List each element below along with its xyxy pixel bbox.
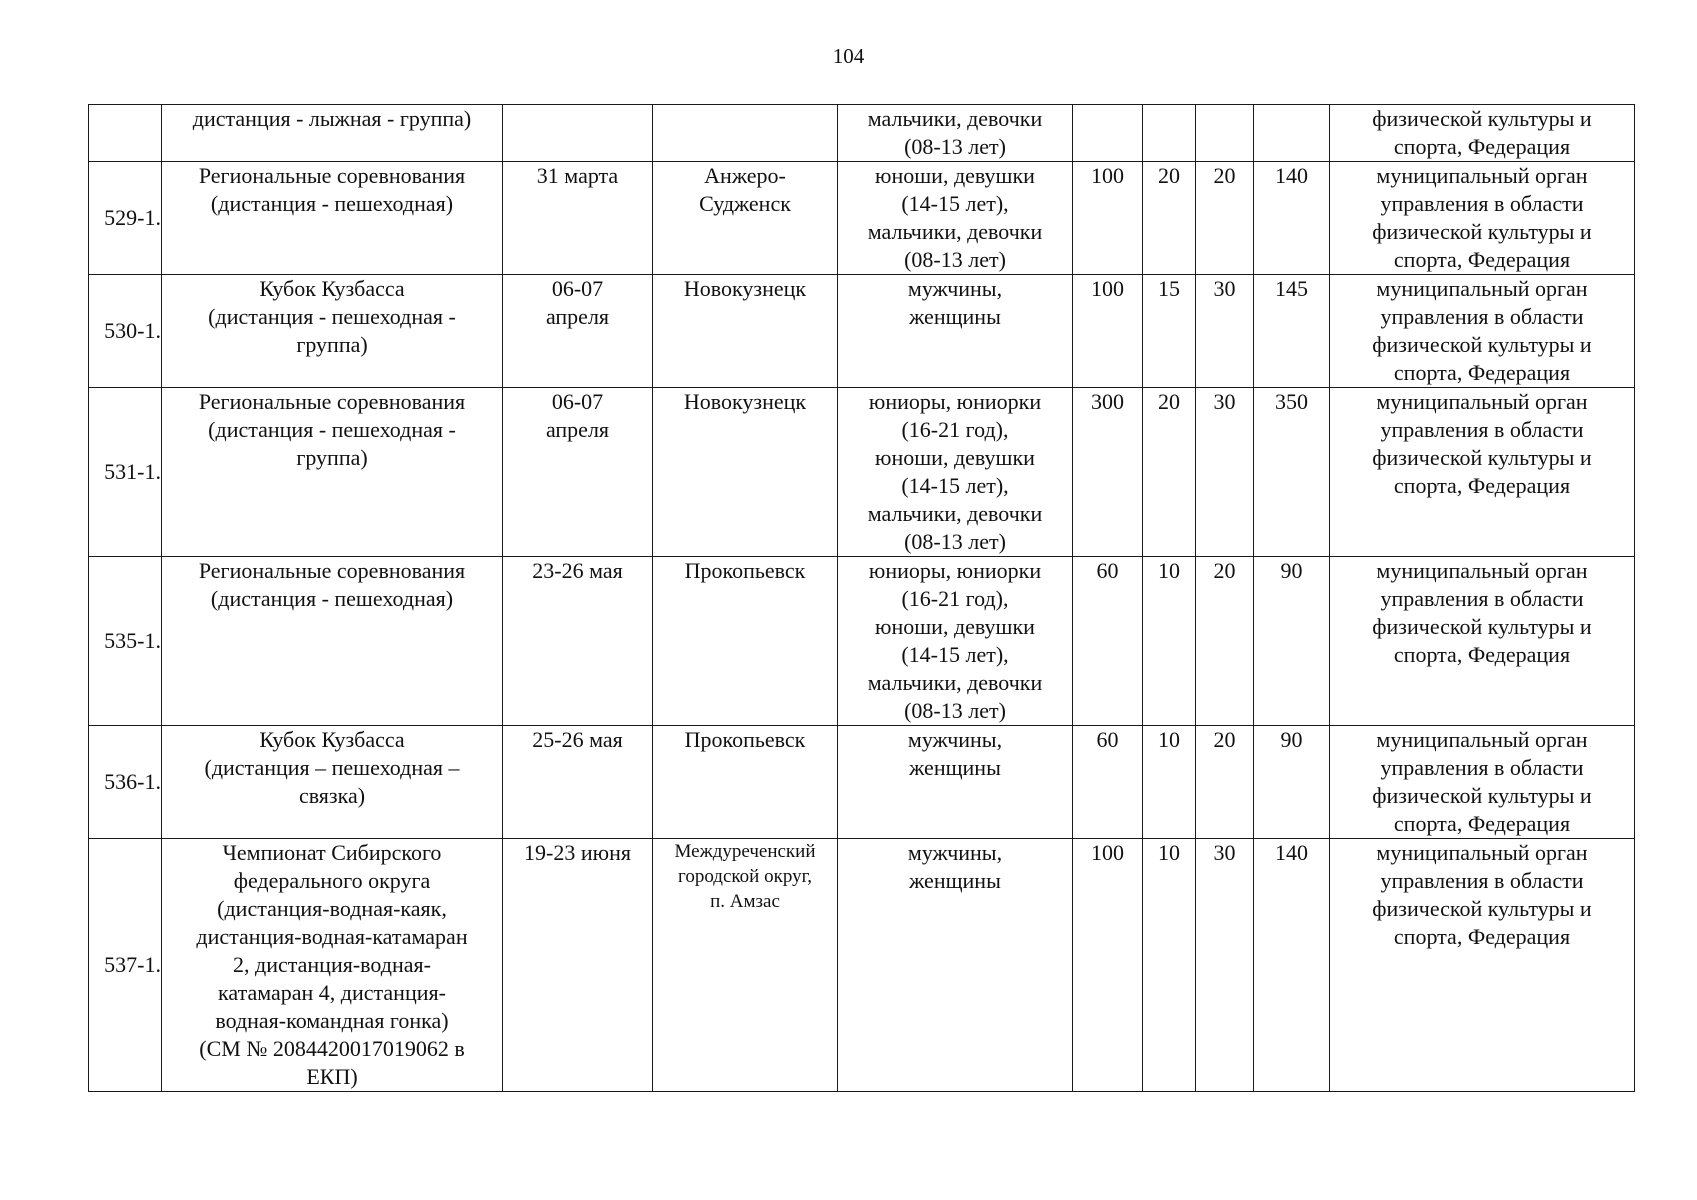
organizer-cell: муниципальный орган управления в области физической культуры и спорта, Федерация (1330, 275, 1635, 388)
event-number-cell (89, 557, 162, 726)
event-name-cell: Кубок Кузбасса (дистанция - пешеходная - группа) (162, 275, 503, 388)
total-cell: 350 (1254, 388, 1330, 557)
count-cell-3: 20 (1196, 162, 1254, 275)
organizer-cell: муниципальный орган управления в области физической культуры и спорта, Федерация (1330, 839, 1635, 1092)
event-place-cell: Анжеро- Судженск (653, 162, 838, 275)
page-number: 104 (832, 44, 865, 68)
total-cell: 140 (1254, 162, 1330, 275)
count-cell-1: 100 (1073, 275, 1143, 388)
table-row (89, 557, 1635, 726)
total-cell: 90 (1254, 726, 1330, 839)
participants-cell: мужчины, женщины (838, 726, 1073, 839)
event-number: 530-1. (104, 318, 161, 343)
table-row (89, 162, 1635, 275)
table-row (89, 275, 1635, 388)
count-cell-1: 100 (1073, 162, 1143, 275)
total-cell: 140 (1254, 839, 1330, 1092)
participants-cell: мужчины, женщины (838, 839, 1073, 1092)
organizer-cell: муниципальный орган управления в области физической культуры и спорта, Федерация (1330, 557, 1635, 726)
count-cell-2: 20 (1143, 162, 1196, 275)
event-date-cell: 25-26 мая (503, 726, 653, 839)
event-place-cell: Новокузнецк (653, 275, 838, 388)
event-number: 536-1. (104, 769, 161, 794)
count-cell-3: 20 (1196, 557, 1254, 726)
event-date-cell: 06-07 апреля (503, 388, 653, 557)
count-cell-1: 300 (1073, 388, 1143, 557)
table-row (89, 726, 1635, 839)
event-number-cell (89, 726, 162, 839)
event-name-cell: Чемпионат Сибирского федерального округа (дистанция-водная-каяк, дистанция-водная-катамаран 2, дистанция-водная- катамаран 4, дистанция- водная-командная гонка) (СМ № 2084420017019062 в ЕКП) (162, 839, 503, 1092)
organizer-cell: муниципальный орган управления в области физической культуры и спорта, Федерация (1330, 726, 1635, 839)
table-row (89, 839, 1635, 1092)
participants-cell: мальчики, девочки (08-13 лет) (838, 105, 1073, 162)
organizer-cell: физической культуры и спорта, Федерация (1330, 105, 1635, 162)
event-place-cell (653, 105, 838, 162)
event-place-cell: Междуреченский городской округ, п. Амзас (653, 839, 838, 1092)
count-cell-3 (1196, 105, 1254, 162)
count-cell-1 (1073, 105, 1143, 162)
count-cell-1: 100 (1073, 839, 1143, 1092)
count-cell-1: 60 (1073, 726, 1143, 839)
events-table (88, 104, 1635, 1092)
count-cell-3: 30 (1196, 275, 1254, 388)
event-number-cell (89, 275, 162, 388)
total-cell (1254, 105, 1330, 162)
total-cell: 90 (1254, 557, 1330, 726)
event-date-cell: 23-26 мая (503, 557, 653, 726)
event-date-cell: 06-07 апреля (503, 275, 653, 388)
count-cell-2 (1143, 105, 1196, 162)
event-date-cell: 19-23 июня (503, 839, 653, 1092)
count-cell-3: 30 (1196, 388, 1254, 557)
participants-cell: юниоры, юниорки (16-21 год), юноши, девушки (14-15 лет), мальчики, девочки (08-13 лет) (838, 557, 1073, 726)
event-name-cell: Региональные соревнования (дистанция - пешеходная) (162, 557, 503, 726)
table-row (89, 105, 1635, 162)
count-cell-2: 20 (1143, 388, 1196, 557)
event-date-cell: 31 марта (503, 162, 653, 275)
organizer-cell: муниципальный орган управления в области физической культуры и спорта, Федерация (1330, 388, 1635, 557)
participants-cell: мужчины, женщины (838, 275, 1073, 388)
organizer-cell: муниципальный орган управления в области физической культуры и спорта, Федерация (1330, 162, 1635, 275)
event-place-cell: Прокопьевск (653, 726, 838, 839)
total-cell: 145 (1254, 275, 1330, 388)
count-cell-1: 60 (1073, 557, 1143, 726)
event-number: 531-1. (104, 459, 161, 484)
event-number-cell (89, 388, 162, 557)
event-name-cell: дистанция - лыжная - группа) (162, 105, 503, 162)
event-name-cell: Кубок Кузбасса (дистанция – пешеходная – связка) (162, 726, 503, 839)
event-place-cell: Новокузнецк (653, 388, 838, 557)
count-cell-3: 30 (1196, 839, 1254, 1092)
count-cell-3: 20 (1196, 726, 1254, 839)
events-table-body (89, 105, 1635, 1092)
event-number: 529-1. (104, 205, 161, 230)
event-number-cell (89, 162, 162, 275)
count-cell-2: 10 (1143, 839, 1196, 1092)
count-cell-2: 10 (1143, 557, 1196, 726)
event-number-cell (89, 839, 162, 1092)
event-date-cell (503, 105, 653, 162)
participants-cell: юниоры, юниорки (16-21 год), юноши, девушки (14-15 лет), мальчики, девочки (08-13 лет) (838, 388, 1073, 557)
event-number: 537-1. (104, 952, 161, 977)
table-row (89, 388, 1635, 557)
event-place-cell: Прокопьевск (653, 557, 838, 726)
event-number: 535-1. (104, 628, 161, 653)
count-cell-2: 15 (1143, 275, 1196, 388)
participants-cell: юноши, девушки (14-15 лет), мальчики, девочки (08-13 лет) (838, 162, 1073, 275)
event-name-cell: Региональные соревнования (дистанция - пешеходная) (162, 162, 503, 275)
event-number-cell (89, 105, 162, 162)
event-name-cell: Региональные соревнования (дистанция - пешеходная - группа) (162, 388, 503, 557)
count-cell-2: 10 (1143, 726, 1196, 839)
